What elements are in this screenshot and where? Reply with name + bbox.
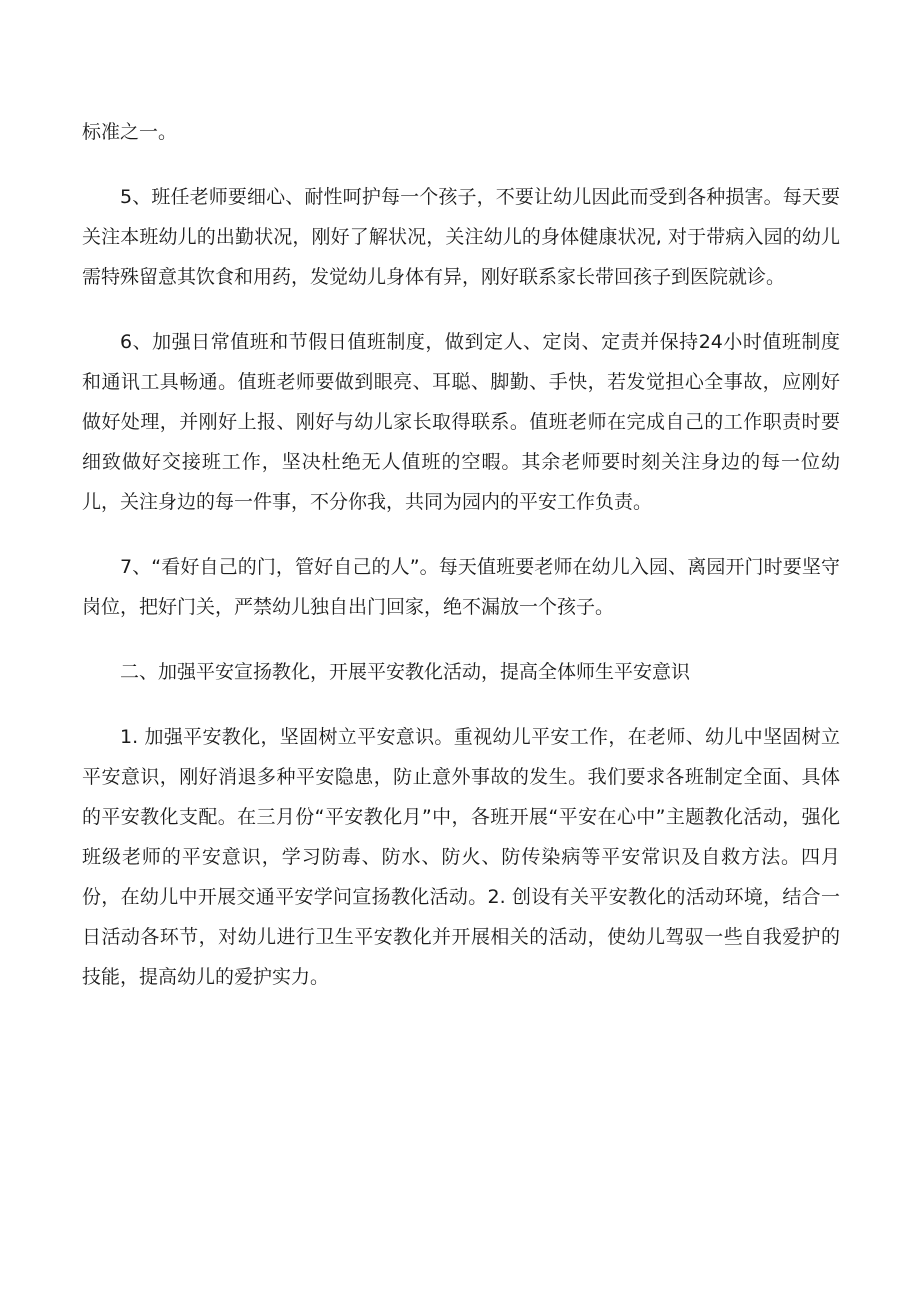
paragraph-item-6: 6、加强日常值班和节假日值班制度，做到定人、定岗、定责并保持24小时值班制度和通讯工具畅通。值班老师要做到眼亮、耳聪、脚勤、手快，若发觉担心全事故，应刚好做好处理，并刚好上报、刚好与幼儿家长取得联系。值班老师在完成自己的工作职责时要细致做好交接班工作，坚决杜绝无人值班的空暇。其余老师要时刻关注身边的每一位幼儿，关注身边的每一件事，不分你我，共同为园内的平安工作负责。 — [82, 331, 840, 513]
paragraph-item-7: 7、“看好自己的门，管好自己的人”。每天值班要老师在幼儿入园、离园开门时要坚守岗位，把好门关，严禁幼儿独自出门回家，绝不漏放一个孩子。 — [82, 556, 840, 618]
section-heading-2: 二、加强平安宣扬教化，开展平安教化活动，提高全体师生平安意识 — [120, 661, 691, 683]
paragraph-continuation: 标准之一。 — [82, 121, 178, 143]
document-body — [82, 112, 840, 1022]
paragraph-section-2-body: 1. 加强平安教化，坚固树立平安意识。重视幼儿平安工作，在老师、幼儿中坚固树立平安意识，刚好消退多种平安隐患，防止意外事故的发生。我们要求各班制定全面、具体的平安教化支配。在三月份“平安教化月”中，各班开展“平安在心中”主题教化活动，强化班级老师的平安意识，学习防毒、防水、防火、防传染病等平安常识及自救方法。四月份，在幼儿中开展交通平安学问宣扬教化活动。2. 创设有关平安教化的活动环境，结合一日活动各环节，对幼儿进行卫生平安教化并开展相关的活动，使幼儿驾驭一些自我爱护的技能，提高幼儿的爱护实力。 — [82, 726, 840, 988]
paragraph-item-5: 5、班任老师要细心、耐性呵护每一个孩子，不要让幼儿因此而受到各种损害。每天要关注本班幼儿的出勤状况，刚好了解状况，关注幼儿的身体健康状况, 对于带病入园的幼儿需特殊留意其饮食和用药，发觉幼儿身体有异，刚好联系家长带回孩子到医院就诊。 — [82, 186, 840, 288]
